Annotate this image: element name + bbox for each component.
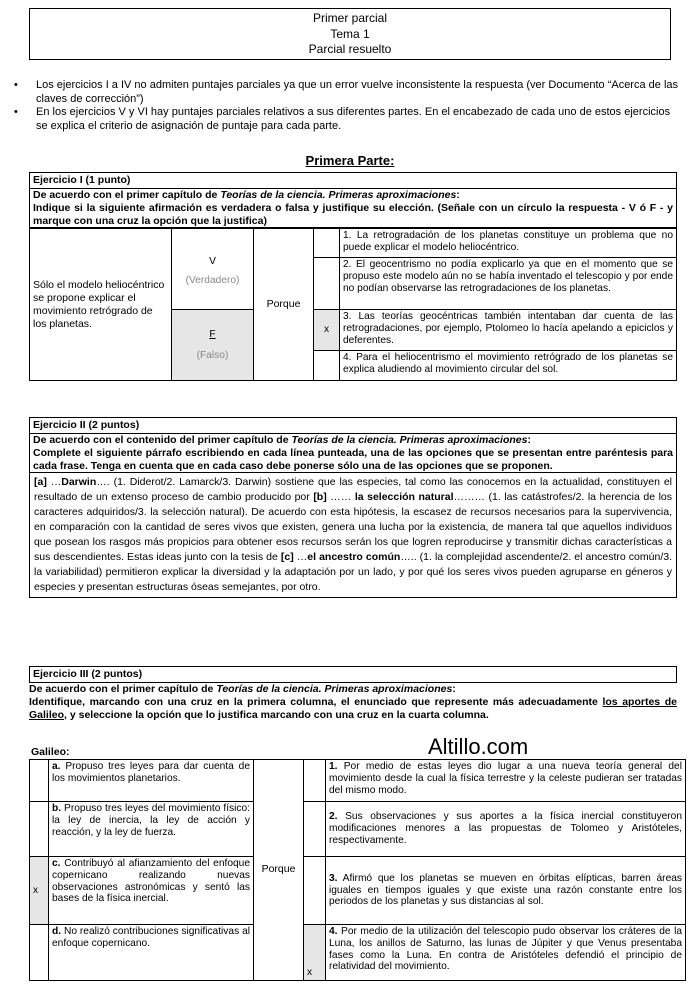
answer-c[interactable]: el ancestro común bbox=[307, 551, 401, 564]
header-subtitle: Parcial resuelto bbox=[308, 42, 392, 56]
instructions-list bbox=[14, 79, 684, 133]
exercise-instructions bbox=[29, 434, 677, 473]
true-letter: V bbox=[209, 255, 216, 267]
book-title: Teorías de la ciencia. Primeras aproximaciones bbox=[216, 683, 453, 695]
exercise-1 bbox=[29, 172, 677, 381]
exercise-intro: De acuerdo con el primer capítulo de Teorías de la ciencia. Primeras aproximaciones: bbox=[29, 683, 456, 695]
porque-cell: Porque bbox=[254, 229, 314, 381]
blank-marker: [c] bbox=[280, 551, 294, 564]
option-text: 4. Para el heliocentrismo el movimiento retrógrado de los planetas se explica aludiendo al movimiento circular del sol. bbox=[340, 351, 677, 381]
true-false-table bbox=[29, 228, 677, 381]
false-letter: F bbox=[209, 328, 216, 340]
exercise-title: Ejercicio II (2 puntos) bbox=[29, 417, 677, 434]
statement-mark[interactable] bbox=[30, 925, 49, 981]
false-option[interactable] bbox=[172, 310, 254, 381]
statement-cell: Sólo el modelo heliocéntrico se propone explicar el movimiento retrógrado de los planetas. bbox=[30, 229, 172, 381]
watermark: Altillo.com bbox=[428, 734, 529, 759]
header-topic: Tema 1 bbox=[330, 26, 370, 41]
exam-header bbox=[29, 8, 671, 60]
fill-in-paragraph: [a] …Darwin…. (1. Diderot/2. Lamarck/3. Darwin) sostiene que las especies, tal como las conocemos en la actualidad, constituyen el resultado de un extenso proceso de cambio producido por [b] …… la selección natural……… (1. las catástrofes/2. la herencia de los caracteres adquiridos/3. la selección natural). De acuerdo con esta hipótesis, la escasez de recursos necesarios para la supervivencia, en comparación con la cantidad de seres vivos que existen, genera una lucha por la existencia, de manera tal que aquellos individuos que posean los rasgos más propicios para obtener esos recursos serán los que logren reproducirse y transmitir dichas características a sus descendientes. Estas ideas junto con la tesis de [c] …el ancestro común….. (1. la complejidad ascendente/2. el ancestro común/3. la variabilidad) permitieron explicar la diversidad y la adaptación por un lado, y por qué los seres vivos pueden agruparse en géneros y especies y presentan estructuras óseas semejantes, por otro. bbox=[29, 473, 677, 598]
exercise-intro: De acuerdo con el contenido del primer capítulo de Teorías de la ciencia. Primeras aproximaciones: bbox=[33, 434, 531, 446]
answer-a[interactable]: Darwin bbox=[61, 476, 97, 489]
statement-mark[interactable] bbox=[30, 802, 49, 857]
exercise-instructions bbox=[29, 189, 677, 228]
option-text: 2. Sus observaciones y sus aportes a la física inercial constituyeron modificaciones menores a las propuestas de Tolomeo y Aristóteles, respectivamente. bbox=[326, 802, 686, 857]
option-text: 3. Las teorías geocéntricas también intentaban dar cuenta de las retrogradaciones, por ejemplo, Ptolomeo lo hacía apelando a epiciclos y deferentes. bbox=[340, 310, 677, 351]
true-option[interactable] bbox=[172, 229, 254, 310]
option-mark[interactable] bbox=[304, 760, 326, 802]
exercise-instruction: Indique si la siguiente afirmación es verdadera o falsa y justifique su elección. (Señale con un círculo la respuesta - V ó F - y marque con una cruz la opción que la justifica) bbox=[33, 201, 673, 227]
statement-mark[interactable] bbox=[30, 760, 49, 802]
porque-cell: Porque bbox=[254, 760, 304, 981]
option-mark[interactable] bbox=[304, 857, 326, 925]
galileo-table bbox=[29, 759, 686, 981]
statement-mark[interactable]: x bbox=[30, 857, 49, 925]
part-title: Primera Parte: bbox=[305, 153, 395, 168]
option-text: 1. Por medio de estas leyes dio lugar a una nueva teoría general del movimiento desde la cual la física terrestre y la celeste pudieran ser tratadas del mismo modo. bbox=[326, 760, 686, 802]
option-text: 3. Afirmó que los planetas se mueven en órbitas elípticas, barren áreas iguales en tiempos iguales y que existe una razón constante entre los periodos de los planetas y sus distancias al sol. bbox=[326, 857, 686, 925]
statement-text: d. No realizó contribuciones significativas al enfoque copernicano. bbox=[49, 925, 254, 981]
statement-text: a. Propuso tres leyes para dar cuenta de los movimientos planetarios. bbox=[49, 760, 254, 802]
instruction-item: • Los ejercicios I a IV no admiten puntajes parciales ya que un error vuelve inconsistente la respuesta (ver Documento “Acerca de las claves de corrección”) bbox=[14, 79, 684, 106]
book-title: Teorías de la ciencia. Primeras aproximaciones bbox=[220, 189, 457, 201]
exercise-title: Ejercicio I (1 punto) bbox=[29, 172, 677, 189]
header-title: Primer parcial bbox=[312, 11, 387, 25]
true-label: (Verdadero) bbox=[185, 275, 240, 287]
option-text: 1. La retrogradación de los planetas constituye un problema que no puede explicar el modelo heliocéntrico. bbox=[340, 229, 677, 258]
option-mark[interactable] bbox=[314, 229, 340, 258]
galileo-label: Galileo: bbox=[31, 746, 70, 758]
exercise-instructions bbox=[29, 683, 677, 721]
option-text: 4. Por medio de la utilización del telescopio pudo observar los cráteres de la Luna, los anillos de Saturno, las lunas de Júpiter y que Venus presentaba fases como la Luna. En contra de Aristóteles defendió el principio de relatividad del movimiento. bbox=[326, 925, 686, 981]
option-text: 2. El geocentrismo no podía explicarlo ya que en el momento que se propuso este modelo aún no se había inventado el telescopio y por ende no podían observarse las retrogradaciones de los planetas. bbox=[340, 258, 677, 310]
book-title: Teorías de la ciencia. Primeras aproximaciones bbox=[291, 434, 528, 446]
answer-b[interactable]: la selección natural bbox=[354, 491, 454, 504]
option-mark[interactable] bbox=[314, 351, 340, 381]
option-mark[interactable]: x bbox=[314, 310, 340, 351]
exercise-intro: De acuerdo con el primer capítulo de Teorías de la ciencia. Primeras aproximaciones: bbox=[33, 189, 460, 201]
exercise-2 bbox=[29, 417, 677, 598]
exercise-3 bbox=[29, 666, 677, 721]
option-mark[interactable]: x bbox=[304, 925, 326, 981]
false-label: (Falso) bbox=[196, 350, 229, 362]
option-mark[interactable] bbox=[314, 258, 340, 310]
exercise-title: Ejercicio III (2 puntos) bbox=[29, 666, 677, 683]
instruction-item: • En los ejercicios V y VI hay puntajes parciales relativos a sus diferentes partes. En el encabezado de cada uno de estos ejercicios se explica el criterio de asignación de puntaje para cada parte. bbox=[14, 106, 684, 133]
blank-marker: [b] bbox=[313, 491, 327, 504]
exercise-instruction: Identifique, marcando con una cruz en la primera columna, el enunciado que represente más adecuadamente los aportes de Galileo, y seleccione la opción que lo justifica marcando con una cruz en la cuarta columna. bbox=[29, 695, 677, 721]
statement-text: b. Propuso tres leyes del movimiento físico: la ley de inercia, la ley de acción y reacción, y la ley de fuerza. bbox=[49, 802, 254, 857]
option-mark[interactable] bbox=[304, 802, 326, 857]
exercise-instruction: Complete el siguiente párrafo escribiendo en cada línea punteada, una de las opciones que se presentan entre paréntesis para cada frase. Tenga en cuenta que en cada caso debe ponerse sólo una de las opciones que se proponen. bbox=[33, 446, 673, 472]
blank-marker: [a] bbox=[34, 476, 47, 489]
statement-text: c. Contribuyó al afianzamiento del enfoque copernicano realizando nuevas observaciones astronómicas y sentó las bases de la física inercial. bbox=[49, 857, 254, 925]
